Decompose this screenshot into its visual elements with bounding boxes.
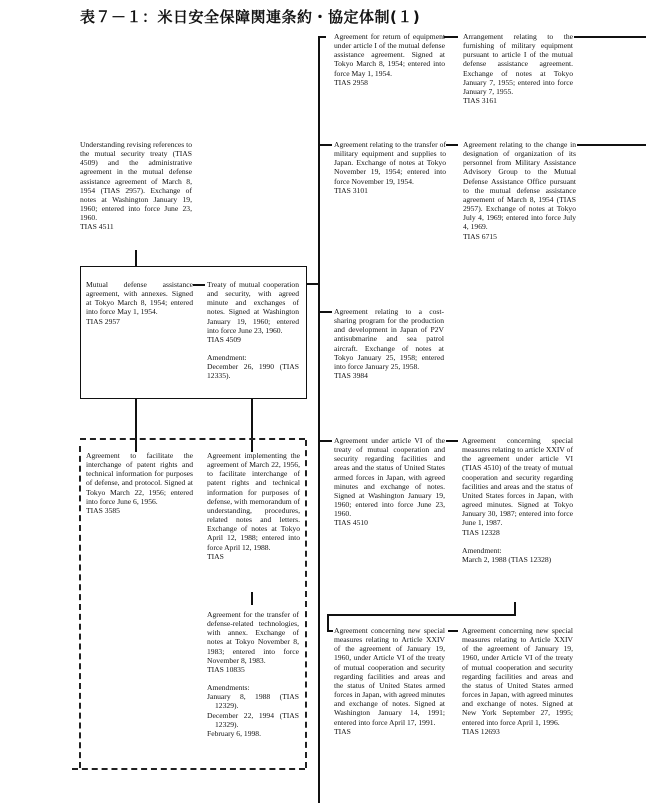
connector (446, 144, 458, 146)
tias-number: TIAS (334, 726, 351, 736)
amendment-item: February 6, 1998. (207, 728, 261, 738)
amendment (462, 546, 573, 564)
node-text: Mutual defense assistance agreement, with annexes. Signed at Tokyo March 8, 1954; entered into force May 1, 1954. (86, 280, 193, 317)
amendment-label: Amendment: (207, 353, 247, 363)
node-article-vi (334, 436, 445, 528)
node-text: Agreement implementing the agreement of March 22, 1956, to facilitate interchange of patent rights and technical information for purposes of defense, with memorandum of understanding, procedures, related notes and letters. Exchange of notes at Tokyo April 12, 1988; entered into force April 12, 1988. (207, 451, 300, 552)
dashed-box-left (79, 446, 81, 768)
node-transfer-military (334, 140, 446, 195)
dashed-box-bottom (72, 768, 305, 770)
dashed-box-right (305, 440, 307, 768)
connector (327, 614, 516, 616)
amendment (207, 353, 299, 380)
connector (318, 311, 332, 313)
tias-number: TIAS 6715 (463, 231, 497, 241)
connector (574, 36, 646, 38)
node-special-measures-1991 (334, 626, 445, 736)
amendment-label: Amendment: (462, 545, 502, 555)
connector (448, 630, 458, 632)
node-text: Agreement relating to a cost-sharing program for the production and development in Japan of P2V antisubmarine and sea patrol aircraft. Exchange of notes at Tokyo January 25, 1958; entered into force January 25, 1958. (334, 307, 444, 371)
node-patent-rights (86, 451, 193, 515)
node-text: Agreement to facilitate the interchange of patent rights and technical information for purposes of defense, and protocol. Signed at Tokyo March 22, 1956; entered into force June 6, 1956. (86, 451, 193, 506)
tias-number: TIAS 3101 (334, 185, 368, 195)
node-special-measures-1987 (462, 436, 573, 564)
node-defense-technologies (207, 610, 299, 738)
node-text: Agreement for the transfer of defense-related technologies, with annex. Exchange of notes at Tokyo November 8, 1983; entered into force November 8, 1983. (207, 610, 299, 665)
tias-number: TIAS 2957 (86, 316, 120, 326)
connector (318, 36, 326, 38)
node-implementing-patent (207, 451, 300, 561)
connector (318, 144, 332, 146)
connector (251, 399, 253, 452)
tias-number: TIAS (207, 551, 224, 561)
amendment-item: December 22, 1994 (TIAS 12329). (207, 710, 299, 729)
node-text: Agreement concerning special measures relating to article XXIV of the agreement under article VI (TIAS 4510) of the treaty of mutual cooperation and security regarding facilities and areas and the status of United States forces in Japan, with agreed minutes. Signed at Tokyo January 30, 1987; entered into force June 1, 1987. (462, 436, 573, 528)
node-cost-sharing (334, 307, 444, 380)
amendments (207, 683, 299, 738)
node-text: Agreement under article VI of the treaty of mutual cooperation and security regarding facilities and areas and the status of United States armed forces in Japan, with agreed minutes and exchange of notes. Signed at Washington January 19, 1960; entered into force June 23, 1960. (334, 436, 445, 519)
connector-trunk (318, 36, 320, 803)
connector (327, 630, 333, 632)
node-return-equipment (334, 32, 445, 87)
dashed-box-top (80, 438, 305, 440)
tias-number: TIAS 4510 (334, 518, 368, 528)
node-text: Agreement concerning new special measures relating to Article XXIV of the agreement of January 19, 1960, under Article VI of the treaty of mutual cooperation and security regarding facilities and areas and the status of United States armed forces in Japan, with agreed minutes and exchange of notes. Signed at Washington January 14, 1991; entered into force April 17, 1991. (334, 626, 445, 727)
node-text: Arrangement relating to the furnishing of military equipment pursuant to article I of the mutual defense assistance agreement. Exchange of notes at Tokyo January 7, 1955; entered into force January 7, 1955. (463, 32, 573, 96)
node-change-designation (463, 140, 576, 241)
node-text: Understanding revising references to the mutual security treaty (TIAS 4509) and the administrative agreement in the mutual defense assistance agreement of March 8, 1954 (TIAS 2957). Exchange of notes at Washington January 19, 1960; entered into force June 23, 1960. (80, 140, 192, 223)
tias-number: TIAS 10835 (207, 664, 245, 674)
tias-number: TIAS 3585 (86, 505, 120, 515)
page-title: 表７－１：米日安全保障関連条約・協定体制(１) (80, 8, 421, 26)
node-text: Treaty of mutual cooperation and security, with agreed minute and exchanges of notes. Signed at Washington January 19, 1960; entered into force June 23, 1960. (207, 280, 299, 335)
node-furnishing-equipment (463, 32, 573, 105)
node-special-measures-1996 (462, 626, 573, 736)
amendment-value: December 26, 1990 (TIAS 12335). (207, 362, 299, 381)
node-text: Agreement concerning new special measures relating to Article XXIV of the agreement of January 19, 1960, under Article VI of the treaty of mutual cooperation and security regarding facilities and areas and the status of United States armed forces in Japan, with agreed minutes and exchange of notes. Signed at New York September 27, 1995; entered into force April 1, 1996. (462, 626, 573, 727)
tias-number: TIAS 3161 (463, 96, 497, 106)
tias-number: TIAS 12328 (462, 527, 500, 537)
tias-number: TIAS 4509 (207, 334, 241, 344)
amendment-item: January 8, 1988 (TIAS 12329). (207, 692, 299, 711)
node-text: Agreement for return of equipment under article I of the mutual defense assistance agreement. Signed at Tokyo March 8, 1954; entered into force May 1, 1954. (334, 32, 445, 78)
connector (306, 283, 318, 285)
tias-number: TIAS 2958 (334, 77, 368, 87)
node-treaty-mutual (207, 280, 299, 381)
connector (135, 399, 137, 452)
tias-number: TIAS 3984 (334, 371, 368, 381)
connector (444, 36, 458, 38)
node-understanding-revising (80, 140, 192, 232)
tias-number: TIAS 4511 (80, 222, 114, 232)
connector (446, 440, 458, 442)
node-text: Agreement relating to the change in designation of organization of its personnel from Military Assistance Advisory Group to the Mutual Defense Assistance Office pursuant to the mutual defense assistance agreement of March 8, 1954 (TIAS 2957). Exchange of notes at Tokyo July 4, 1969; entered into force July 4, 1969. (463, 140, 576, 232)
amendments-label: Amendments: (207, 683, 250, 693)
connector (577, 144, 646, 146)
amendment-value: March 2, 1988 (TIAS 12328) (462, 554, 552, 564)
connector (318, 440, 332, 442)
connector (135, 250, 137, 266)
node-text: Agreement relating to the transfer of military equipment and supplies to Japan. Exchange of notes at Tokyo November 19, 1954; entered into force November 19, 1954. (334, 140, 446, 186)
node-mutual-defense (86, 280, 193, 326)
connector (251, 592, 253, 605)
connector (193, 284, 205, 286)
tias-number: TIAS 12693 (462, 726, 500, 736)
